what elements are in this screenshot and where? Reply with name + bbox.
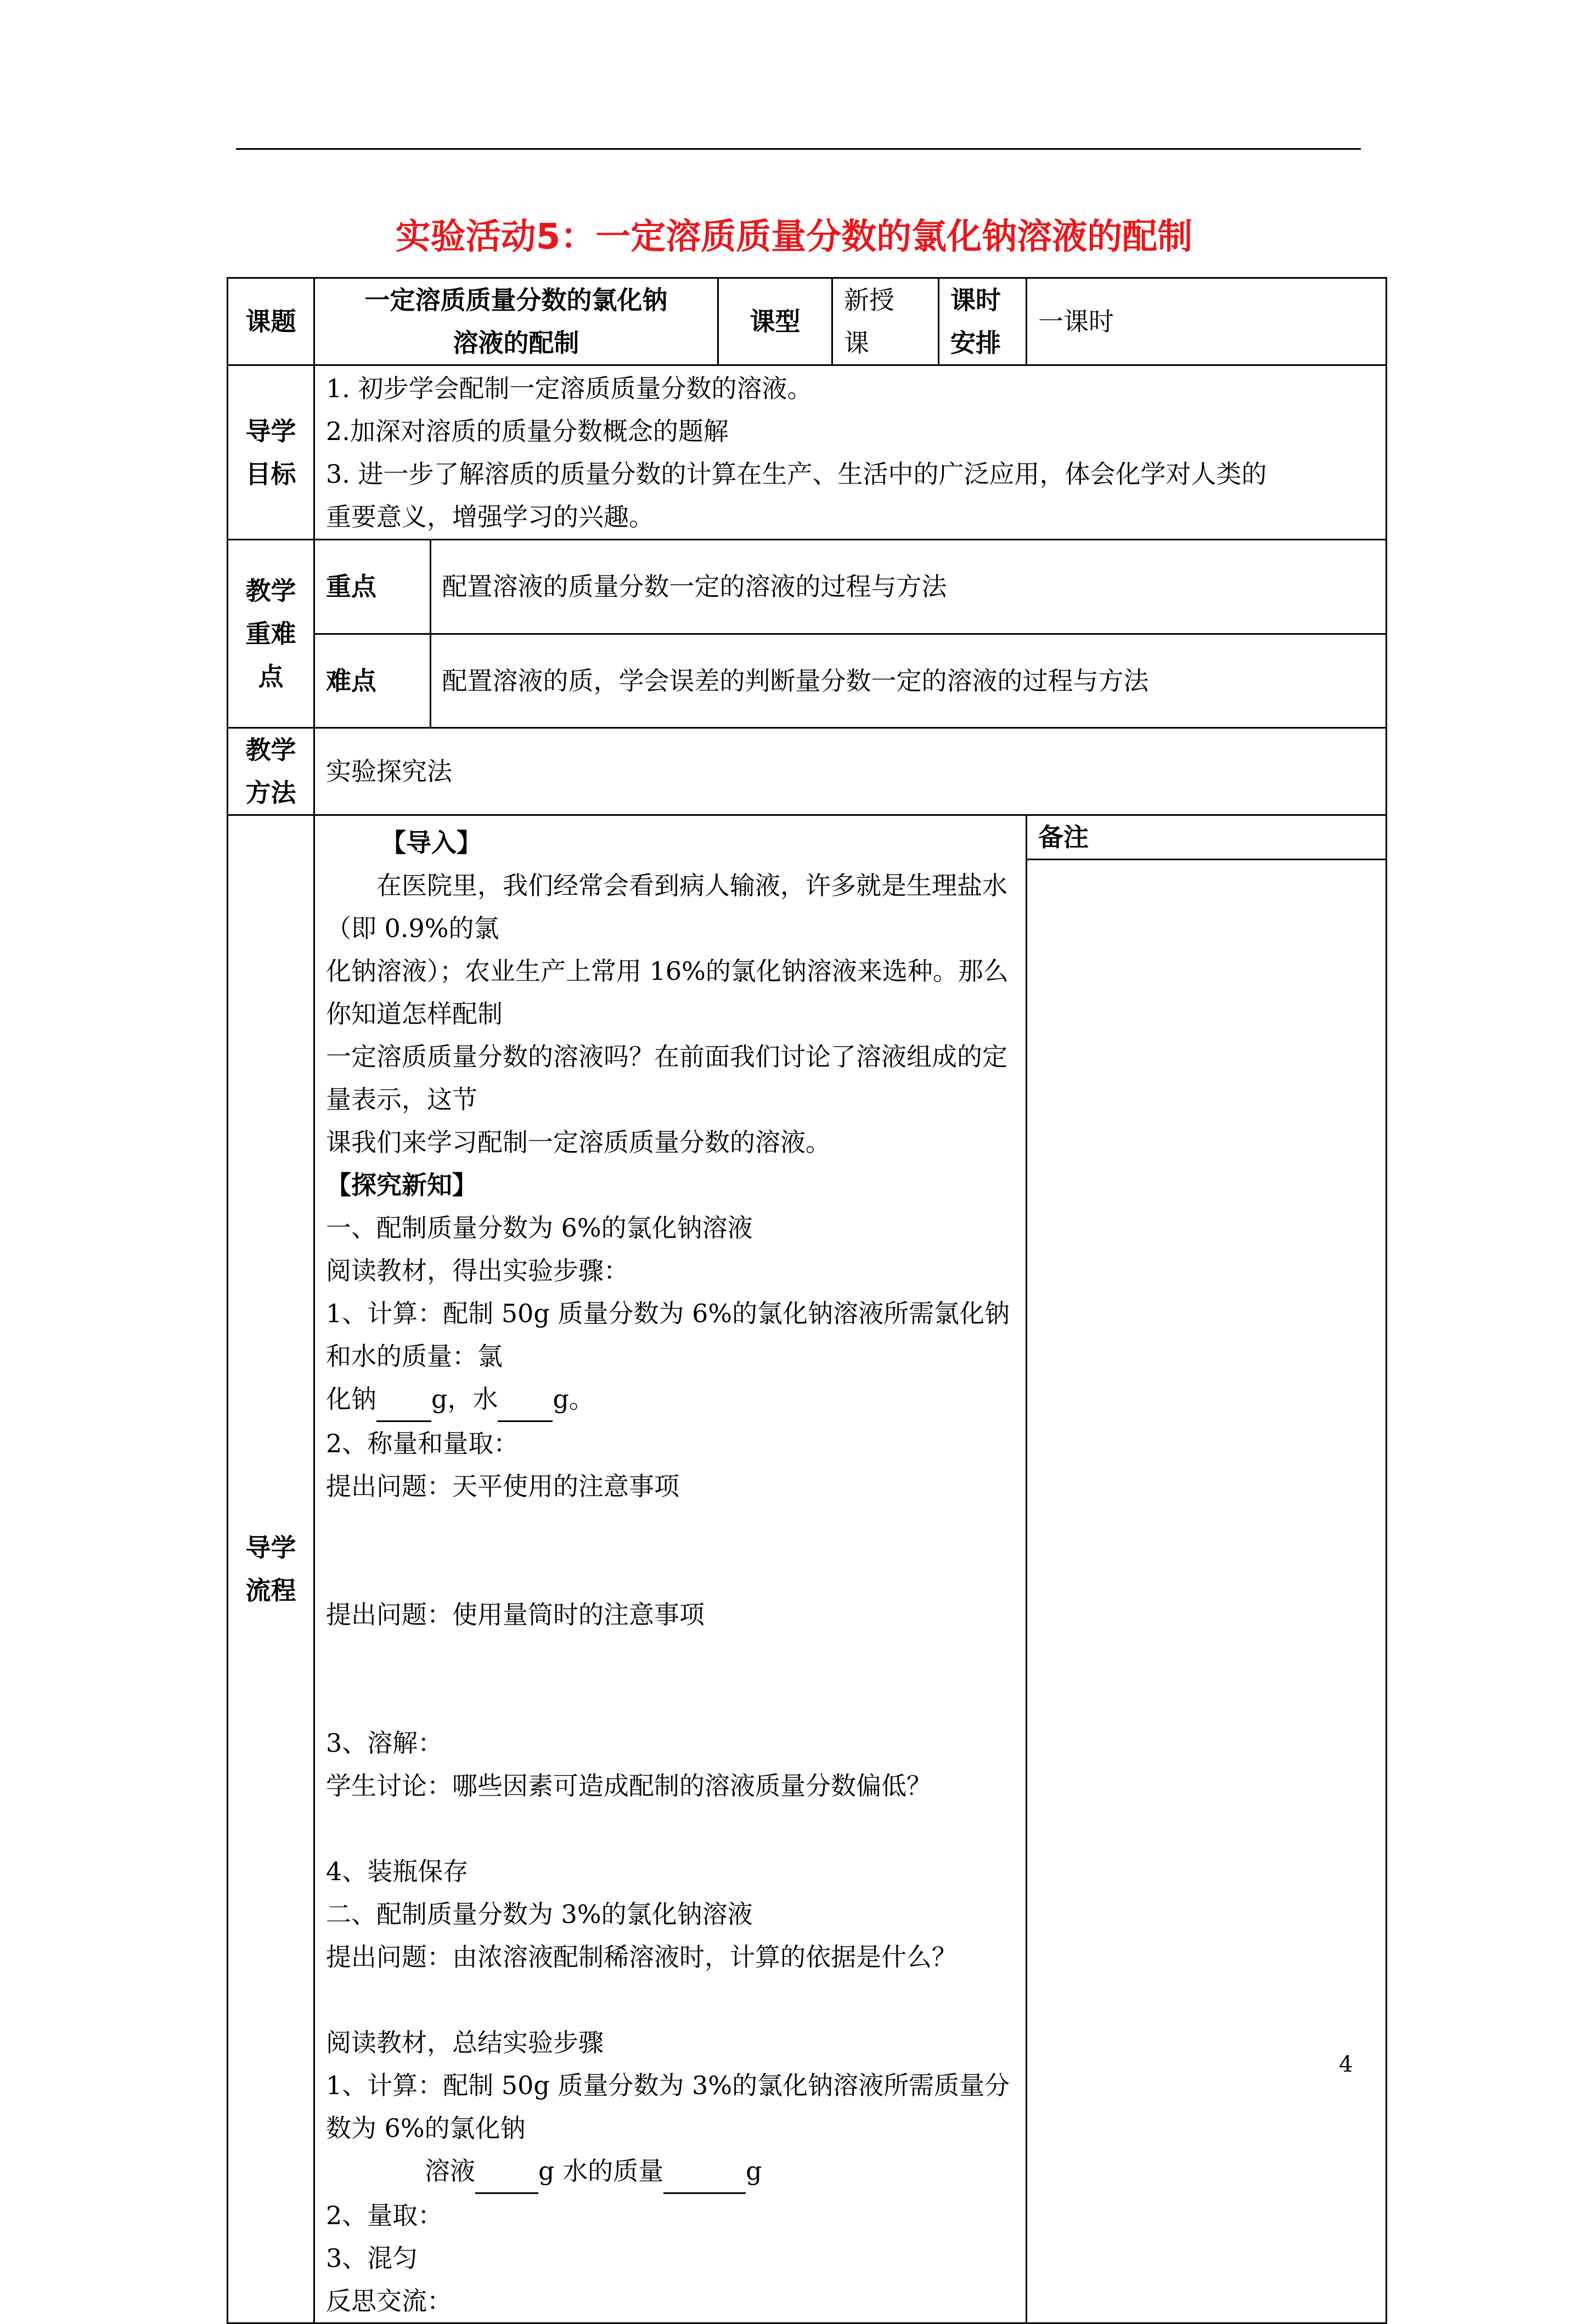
- part2-step2: 2、量取：: [326, 2201, 443, 2230]
- salt-mass-blank[interactable]: [376, 1378, 431, 1422]
- question-dilute: 提出问题：由浓溶液配制稀溶液时，计算的依据是什么？: [326, 1942, 957, 1972]
- goals-label: [228, 365, 314, 540]
- flow-label-line2: 流程: [245, 1576, 296, 1605]
- type-value: [832, 278, 939, 365]
- key-points-label-line2: 重难: [245, 619, 296, 648]
- part2-step3: 3、混匀: [326, 2243, 418, 2273]
- key-points-label-line3: 点: [258, 662, 284, 691]
- part1-title: 一、配制质量分数为 6%的氯化钠溶液: [326, 1213, 753, 1243]
- intro-line: 化钠溶液）；农业生产上常用 16%的氯化钠溶液来选种。那么你知道怎样配制: [326, 956, 1009, 1029]
- method-label-line2: 方法: [245, 778, 296, 808]
- water-mass-blank[interactable]: [498, 1378, 553, 1422]
- topic-value: [314, 278, 718, 365]
- flow-label-line1: 导学: [245, 1533, 296, 1563]
- method-label-line1: 教学: [245, 735, 296, 765]
- p2-step1-a: 溶液: [425, 2156, 475, 2186]
- water-mass-blank-2[interactable]: [663, 2150, 746, 2194]
- step3: 3、溶解：: [326, 1728, 443, 1758]
- goals-label-line1: 导学: [245, 416, 296, 446]
- p2-step1-c: g: [746, 2156, 762, 2186]
- step1-a: 化钠: [326, 1384, 376, 1414]
- lesson-table: [227, 277, 1387, 2324]
- type-value-line2: 课: [844, 328, 869, 358]
- intro-line: 在医院里，我们经常会看到病人输液，许多就是生理盐水（即 0.9%的氯: [326, 871, 1007, 943]
- goal-item: 2.加深对溶质的质量分数概念的题解: [326, 416, 729, 446]
- intro-line: 课我们来学习配制一定溶质质量分数的溶液。: [326, 1127, 831, 1157]
- goals-row: [228, 365, 1387, 540]
- question-balance: 提出问题：天平使用的注意事项: [326, 1471, 679, 1501]
- key-points-table: [315, 540, 1386, 727]
- focus-label: 重点: [315, 540, 430, 634]
- topic-value-line1: 一定溶质质量分数的氯化钠: [364, 285, 668, 315]
- type-value-line1: 新授: [844, 285, 894, 315]
- discussion: 学生讨论：哪些因素可造成配制的溶液质量分数偏低？: [326, 1771, 932, 1801]
- part2-step1-line1: 1、计算：配制 50g 质量分数为 3%的氯化钠溶液所需质量分数为 6%的氯化钠: [326, 2071, 1010, 2143]
- notes-column: [1027, 815, 1387, 2323]
- reflection: 反思交流：: [326, 2286, 452, 2316]
- key-points-content: [314, 540, 1387, 728]
- goal-item: 3. 进一步了解溶质的质量分数的计算在生产、生活中的广泛应用，体会化学对人类的: [326, 459, 1267, 489]
- step1-line2: [326, 1378, 1015, 1422]
- topic-value-line2: 溶液的配制: [453, 328, 579, 358]
- header-rule: [236, 148, 1361, 150]
- difficulty-label: 难点: [315, 634, 430, 727]
- intro-line: 一定溶质质量分数的溶液吗？在前面我们讨论了溶液组成的定量表示，这节: [326, 1042, 1007, 1114]
- method-row: [228, 728, 1387, 815]
- part2-title: 二、配制质量分数为 3%的氯化钠溶液: [326, 1899, 753, 1929]
- focus-value: 配置溶液的质量分数一定的溶液的过程与方法: [430, 540, 1386, 634]
- step1-line1: 1、计算：配制 50g 质量分数为 6%的氯化钠溶液所需氯化钠和水的质量：氯: [326, 1299, 1010, 1371]
- difficulty-value: 配置溶液的质，学会误差的判断量分数一定的溶液的过程与方法: [430, 634, 1386, 727]
- header-row: [228, 278, 1387, 365]
- explore-heading: 【探究新知】: [326, 1170, 477, 1200]
- schedule-label: [939, 278, 1027, 365]
- step1-b: g，水: [431, 1384, 498, 1414]
- flow-row: [228, 815, 1387, 2323]
- page-title: 实验活动5：一定溶质质量分数的氯化钠溶液的配制: [395, 217, 1193, 257]
- step4: 4、装瓶保存: [326, 1857, 469, 1886]
- schedule-value: 一课时: [1027, 278, 1387, 365]
- goal-item: 1. 初步学会配制一定溶质质量分数的溶液。: [326, 373, 813, 403]
- page-number: 4: [1339, 2052, 1353, 2077]
- question-cylinder: 提出问题：使用量筒时的注意事项: [326, 1600, 705, 1629]
- method-label: [228, 728, 314, 815]
- intro-heading: 【导入】: [381, 828, 482, 858]
- step1-c: g。: [553, 1384, 594, 1414]
- type-label: 课型: [718, 278, 832, 365]
- goals-content: [314, 365, 1387, 540]
- schedule-label-line1: 课时: [950, 285, 1001, 315]
- part2-step1-line2: [326, 2150, 1015, 2194]
- key-points-row: [228, 540, 1387, 728]
- method-value: 实验探究法: [314, 728, 1387, 815]
- step2: 2、称量和量取：: [326, 1429, 519, 1458]
- topic-label: 课题: [228, 278, 314, 365]
- key-points-label: [228, 540, 314, 728]
- flow-content: [314, 815, 1027, 2323]
- part2-read: 阅读教材，总结实验步骤: [326, 2028, 604, 2057]
- goals-label-line2: 目标: [245, 459, 296, 489]
- part1-read: 阅读教材，得出实验步骤：: [326, 1256, 629, 1285]
- flow-label: [228, 815, 314, 2323]
- schedule-label-line2: 安排: [950, 328, 1001, 358]
- key-points-label-line1: 教学: [245, 576, 296, 606]
- notes-label: 备注: [1027, 816, 1386, 860]
- p2-step1-b: g 水的质量: [538, 2156, 664, 2186]
- goal-item: 重要意义，增强学习的兴趣。: [326, 501, 654, 532]
- concentrated-solution-blank[interactable]: [475, 2150, 538, 2194]
